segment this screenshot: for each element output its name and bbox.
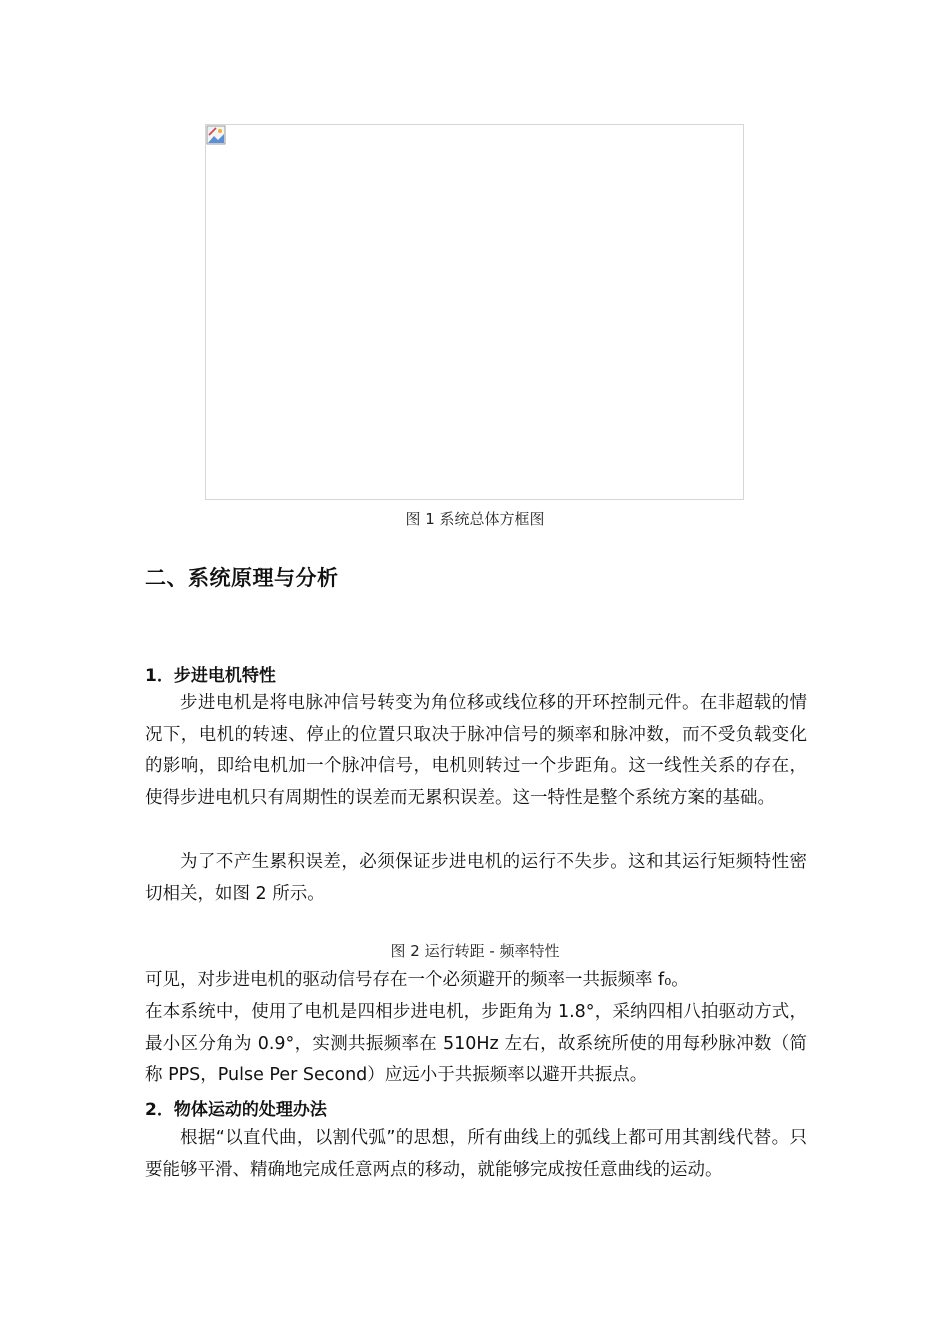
subsection-1-title: 1．步进电机特性 xyxy=(145,666,276,686)
figure-1-caption: 图 1 系统总体方框图 xyxy=(405,510,545,528)
subsection-1-paragraph-3: 在本系统中，使用了电机是四相步进电机，步距角为 1.8°，采纳四相八拍驱动方式，最小区分角为 0.9°，实测共振频率在 510Hz 左右，故系统所使的用每秒脉冲数（简称 PPS，Pulse Per Second）应远小于共振频率以避开共振点。 xyxy=(145,1002,807,1086)
figure-2-caption: 图 2 运行转距 - 频率特性 xyxy=(390,942,560,960)
section-title: 二、系统原理与分析 xyxy=(145,566,339,590)
resonance-note-line: 可见，对步进电机的驱动信号存在一个必须避开的频率一共振频率 f₀。 xyxy=(145,970,689,990)
subsection-2-title: 2．物体运动的处理办法 xyxy=(145,1100,327,1120)
broken-image-icon xyxy=(206,125,226,145)
subsection-2-paragraph-1: 根据“以直代曲，以割代弧”的思想，所有曲线上的弧线上都可用其割线代替。只要能够平滑、精确地完成任意两点的移动，就能够完成按任意曲线的运动。 xyxy=(145,1128,807,1180)
figure-1-image-placeholder xyxy=(205,124,744,500)
subsection-1-paragraph-2: 为了不产生累积误差，必须保证步进电机的运行不失步。这和其运行矩频特性密切相关，如图 2 所示。 xyxy=(145,852,807,904)
subsection-1-paragraph-1: 步进电机是将电脉冲信号转变为角位移或线位移的开环控制元件。在非超载的情况下，电机的转速、停止的位置只取决于脉冲信号的频率和脉冲数，而不受负载变化的影响，即给电机加一个脉冲信号，电机则转过一个步距角。这一线性关系的存在，使得步进电机只有周期性的误差而无累积误差。这一特性是整个系统方案的基础。 xyxy=(145,693,807,809)
